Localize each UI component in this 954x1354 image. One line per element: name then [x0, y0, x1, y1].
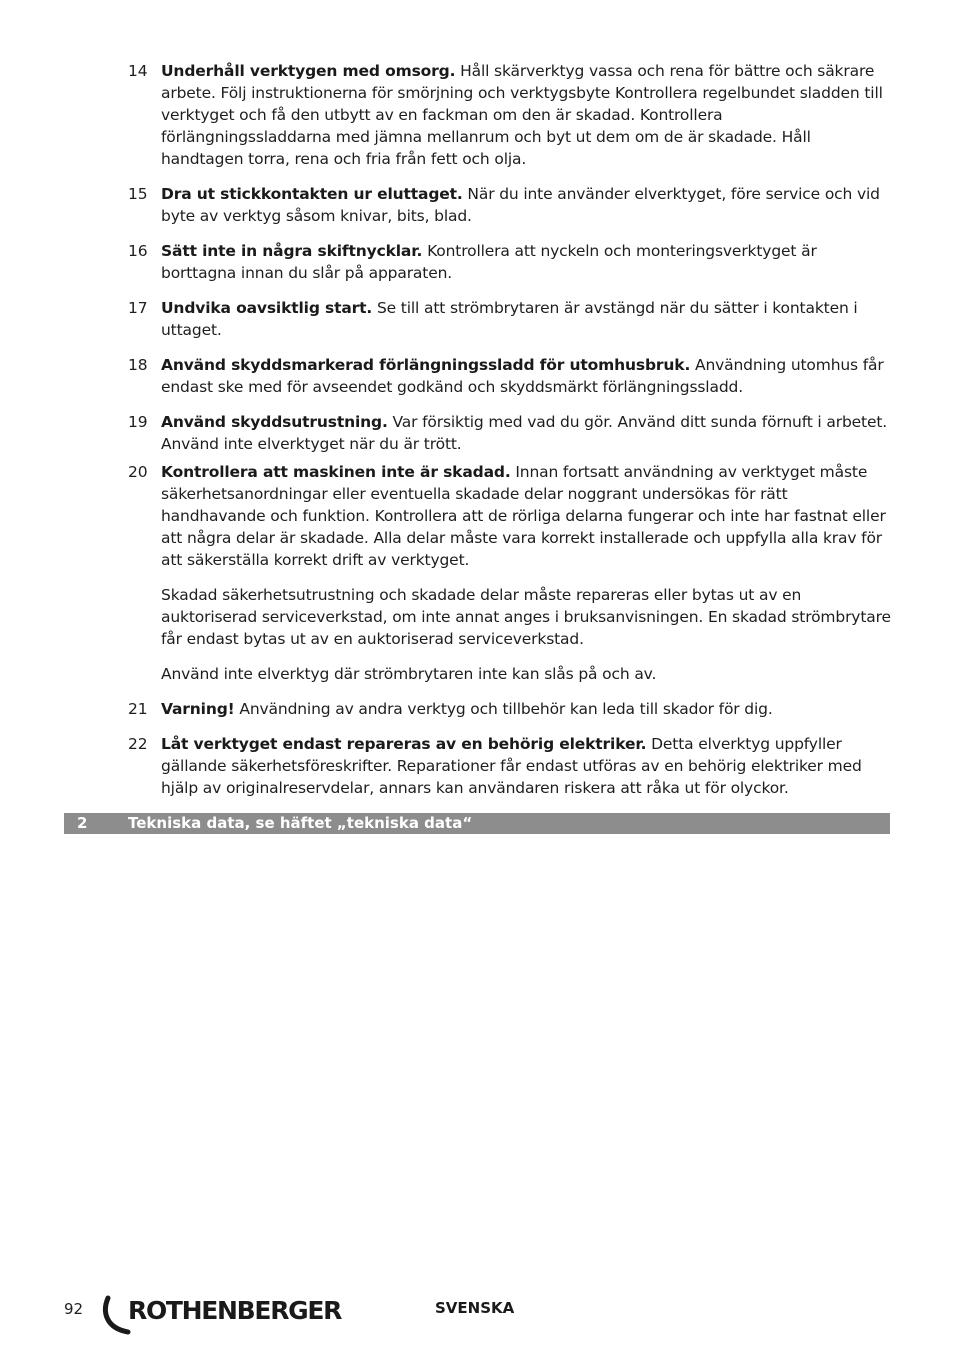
- item-body: [161, 297, 892, 341]
- item-body: [161, 354, 892, 398]
- item-title: Använd skyddsutrustning.: [161, 413, 388, 431]
- item-number: 22: [128, 735, 148, 753]
- item-20-paragraph-2: Skadad säkerhetsutrustning och skadade delar måste repareras eller bytas ut av en auktoriserad serviceverkstad, om inte annat anges i bruksanvisningen. En skadad strömbrytare får endast bytas ut av en auktoriserad serviceverkstad.: [161, 586, 891, 648]
- item-body: [161, 461, 892, 571]
- rothenberger-logo: [102, 1294, 350, 1336]
- item-number: 16: [128, 242, 148, 260]
- item-body: [161, 183, 892, 227]
- item-number: 14: [128, 62, 148, 80]
- list-item-21: [128, 698, 892, 720]
- section-heading-bar: [64, 813, 890, 834]
- list-item-14: [128, 60, 892, 170]
- list-item-22: [128, 733, 892, 799]
- brand-wordmark: ROTHENBERGER: [128, 1296, 342, 1325]
- item-text: Kontrollera att nyckeln och monteringsverktyget är borttagna innan du slår på apparaten.: [161, 242, 817, 282]
- item-number: 18: [128, 356, 148, 374]
- safety-instructions: [128, 60, 892, 799]
- list-item-16: [128, 240, 892, 284]
- item-text: Var försiktig med vad du gör. Använd ditt sunda förnuft i arbetet. Använd inte elverktyget när du är trött.: [161, 413, 888, 453]
- item-title: Underhåll verktygen med omsorg.: [161, 62, 456, 80]
- item-text: När du inte använder elverktyget, före service och vid byte av verktyg såsom knivar, bits, blad.: [161, 185, 880, 225]
- item-text: Användning av andra verktyg och tillbehör kan leda till skador för dig.: [239, 700, 773, 718]
- item-text: Håll skärverktyg vassa och rena för bättre och säkrare arbete. Följ instruktionerna för smörjning och verktygsbyte Kontrollera regelbundet sladden till verktyget och få den utbytt av en fackman om den är skadad. Kontrollera förlängningssladdarna med jämna mellanrum och byt ut dem om de är skadade. Håll handtagen torra, rena och fria från fett och olja.: [161, 62, 883, 168]
- item-body: [161, 60, 892, 170]
- item-text: Innan fortsatt användning av verktyget måste säkerhetsanordningar eller eventuella skadade delar noggrant undersökas för rätt handhavande och funktion. Kontrollera att de rörliga delarna fungerar och inte har fastnat eller att några delar är skadade. Alla delar måste vara korrekt installerade och uppfylla alla krav för att säkerställa korrekt drift av verktyget.: [161, 463, 886, 569]
- section-number: 2: [77, 814, 88, 832]
- list-item-18: [128, 354, 892, 398]
- item-body: [161, 240, 892, 284]
- page-number: 92: [64, 1300, 84, 1318]
- item-title: Varning!: [161, 700, 235, 718]
- item-number: 17: [128, 299, 148, 317]
- section-title: Tekniska data, se häftet „tekniska data“: [128, 814, 473, 832]
- list-item-20: [128, 461, 892, 571]
- list-item-19: [128, 411, 892, 455]
- item-number: 15: [128, 185, 148, 203]
- item-title: Dra ut stickkontakten ur eluttaget.: [161, 185, 463, 203]
- list-item-15: [128, 183, 892, 227]
- item-20-paragraph-3: Använd inte elverktyg där strömbrytaren inte kan slås på och av.: [161, 665, 657, 683]
- item-number: 20: [128, 463, 148, 481]
- item-text: Se till att strömbrytaren är avstängd när du sätter i kontakten i uttaget.: [161, 299, 858, 339]
- item-number: 19: [128, 413, 148, 431]
- item-body: [161, 411, 892, 455]
- item-title: Undvika oavsiktlig start.: [161, 299, 373, 317]
- item-body: [161, 698, 892, 720]
- item-text: Detta elverktyg uppfyller gällande säkerhetsföreskrifter. Reparationer får endast utföras av en behörig elektriker med hjälp av originalreservdelar, annars kan användaren riskera att råka ut för olyckor.: [161, 735, 862, 797]
- item-title: Använd skyddsmarkerad förlängningssladd för utomhusbruk.: [161, 356, 691, 374]
- item-body: [161, 733, 892, 799]
- item-title: Låt verktyget endast repareras av en behörig elektriker.: [161, 735, 647, 753]
- item-title: Kontrollera att maskinen inte är skadad.: [161, 463, 511, 481]
- item-title: Sätt inte in några skiftnycklar.: [161, 242, 423, 260]
- item-number: 21: [128, 700, 148, 718]
- item-text: Användning utomhus får endast ske med för avseendet godkänd och skyddsmärkt förlängningssladd.: [161, 356, 884, 396]
- list-item-17: [128, 297, 892, 341]
- language-label: SVENSKA: [435, 1299, 515, 1317]
